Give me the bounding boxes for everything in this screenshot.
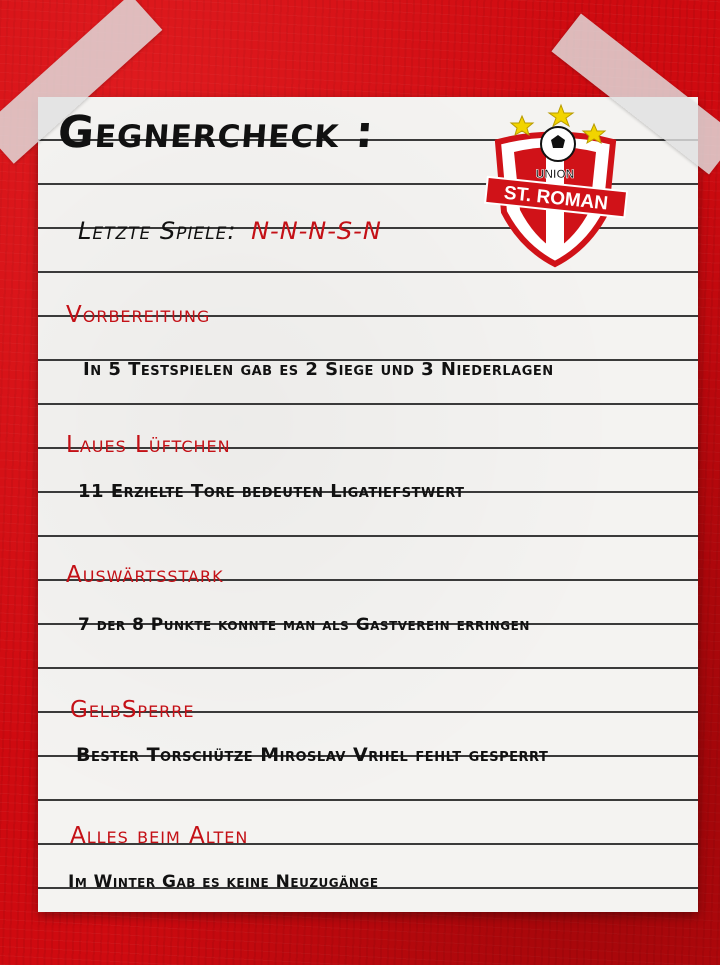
section-text-alles-beim-alten: Im Winter Gab es keine Neuzugänge [68,872,379,892]
section-heading-alles-beim-alten: Alles beim Alten [70,823,249,849]
last-games-label: Letzte Spiele: [78,217,237,245]
last-games-results: N-N-N-S-N [251,217,382,245]
section-text-gelbsperre: Bester Torschütze Miroslav Vrhel fehlt gesperrt [76,744,549,766]
section-heading-laues-lueftchen: Laues Lüftchen [66,432,231,458]
note-paper [38,97,698,912]
last-games-line [78,217,382,245]
section-heading-vorbereitung: Vorbereitung [66,302,211,328]
section-heading-auswaertsstark: Auswärtsstark [66,562,224,588]
union-st-roman-logo [478,102,633,272]
section-text-vorbereitung: In 5 Testspielen gab es 2 Siege und 3 Niederlagen [83,359,554,380]
logo-top-text: UNION [535,167,575,181]
section-text-auswaertsstark: 7 der 8 Punkte konnte man als Gastverein erringen [78,615,530,635]
page-title: Gegnercheck : [56,107,377,158]
section-text-laues-lueftchen: 11 Erzielte Tore bedeuten Ligatiefstwert [78,481,465,502]
logo-bottom-text: ST. ROMAN [502,182,610,215]
section-heading-gelbsperre: GelbSperre [70,697,195,723]
